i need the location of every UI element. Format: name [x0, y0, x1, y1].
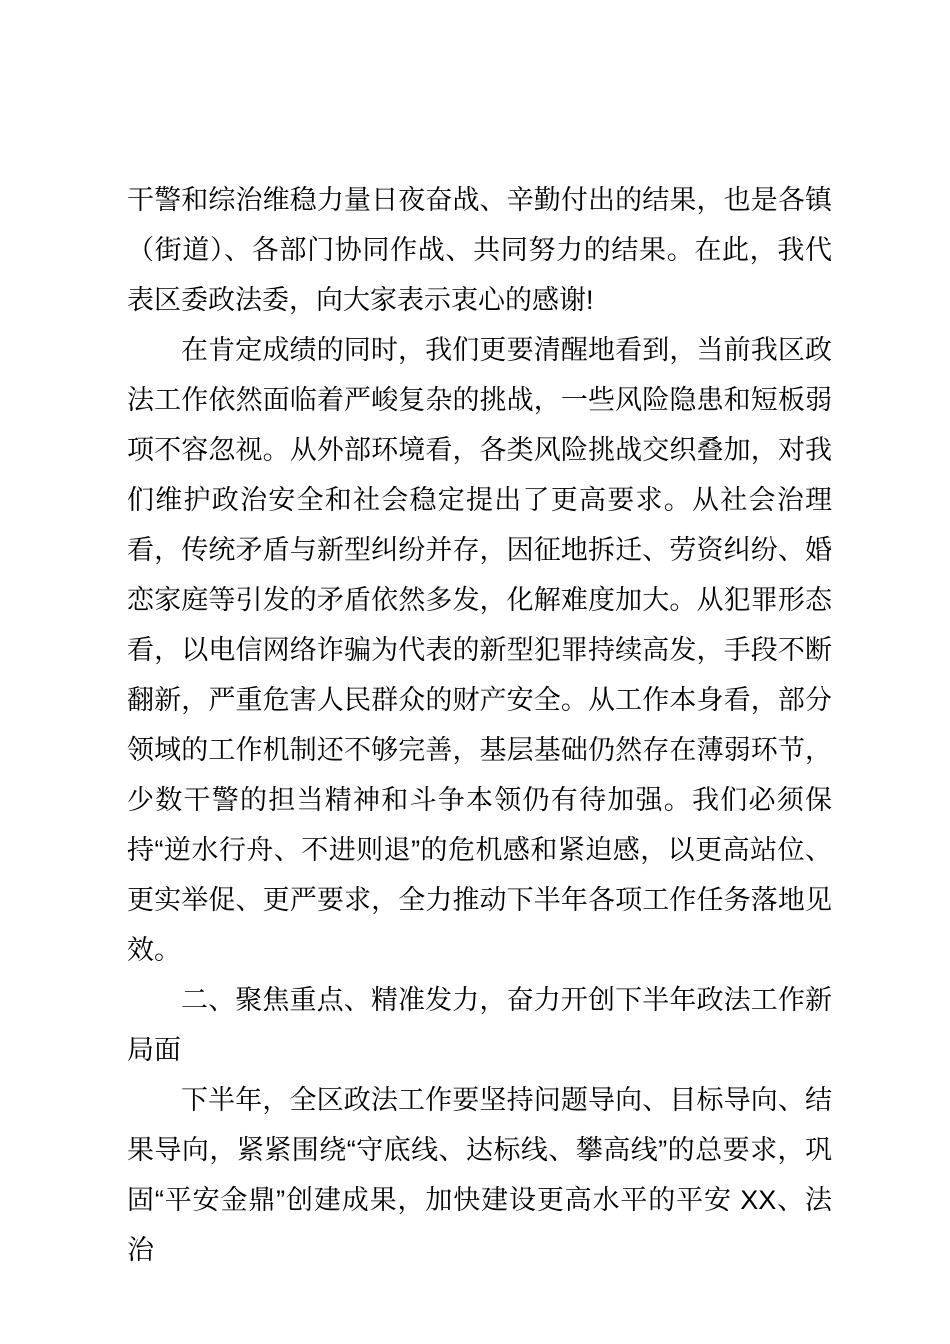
paragraph-body-cutoff: 下半年，全区政法工作要坚持问题导向、目标导向、结果导向，紧紧围绕“守底线、达标线、攀高线”的总要求，巩固“平安金鼎”创建成果，加快建设更高水平的平安 XX、法治: [127, 1085, 832, 1265]
section-heading: 二、聚焦重点、精准发力，奋力开创下半年政法工作新局面: [127, 985, 832, 1065]
paragraph-continuation: 干警和综治维稳力量日夜奋战、辛勤付出的结果，也是各镇（街道）、各部门协同作战、共同努力的结果。在此，我代表区委政法委，向大家表示衷心的感谢!: [127, 185, 832, 315]
paragraph-body: 在肯定成绩的同时，我们更要清醒地看到，当前我区政法工作依然面临着严峻复杂的挑战，一些风险隐患和短板弱项不容忽视。从外部环境看，各类风险挑战交织叠加，对我们维护政治安全和社会稳定提出了更高要求。从社会治理看，传统矛盾与新型纠纷并存，因征地拆迁、劳资纠纷、婚恋家庭等引发的矛盾依然多发，化解难度加大。从犯罪形态看，以电信网络诈骗为代表的新型犯罪持续高发，手段不断翻新，严重危害人民群众的财产安全。从工作本身看，部分领域的工作机制还不够完善，基层基础仍然存在薄弱环节，少数干警的担当精神和斗争本领仍有待加强。我们必须保持“逆水行舟、不进则退”的危机感和紧迫感，以更高站位、更实举促、更严要求，全力推动下半年各项工作任务落地见效。: [127, 335, 832, 965]
document-text-block: [127, 175, 832, 1275]
